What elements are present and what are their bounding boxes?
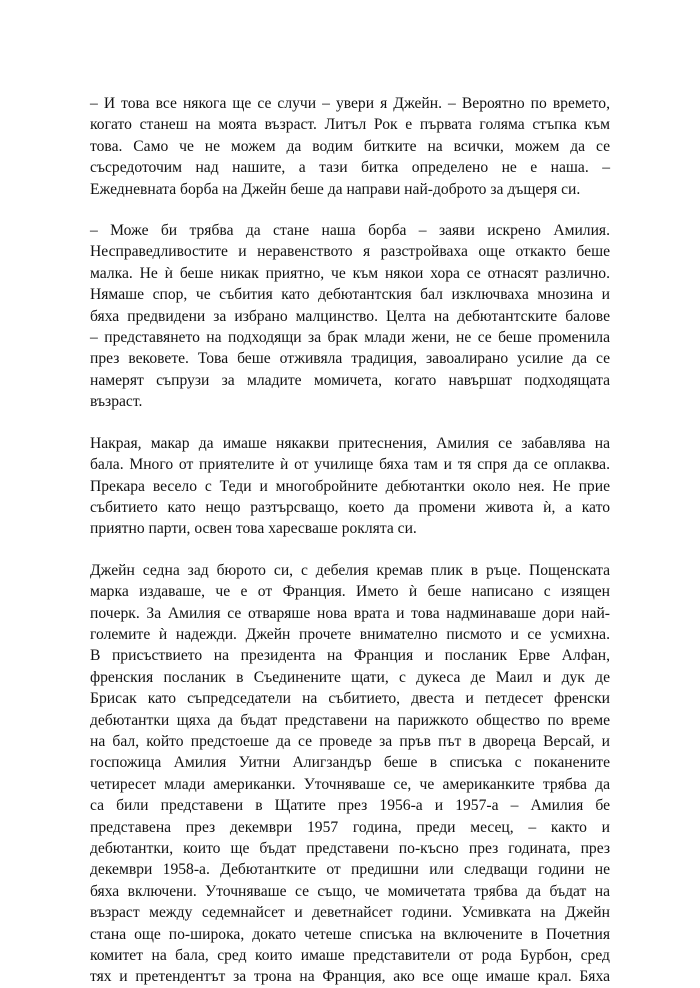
paragraph-4 [90,560,610,988]
text-line: приятно парти, освен това харесваше роклята си. [90,520,417,538]
text-line: събитието като нещо разтърсващо, което да промени живота ѝ, а като [90,498,610,516]
text-line: – представянето на подходящи за брак млади жени, не се беше променила [90,329,610,347]
text-line: почерк. За Амилия се отваряше нова врата и това надминаваше дори най- [90,604,610,622]
text-line: – И това все някога ще се случи – увери я Джейн. – Вероятно по времето, [90,95,610,112]
text-line: бяха предвидени за избрано малцинство. Целта на дебютантските балове [90,307,610,325]
text-line: комитет на бала, сред които имаше представители от рода Бурбон, сред [90,947,610,965]
text-line: дебютантки щяха да бъдат представени на парижкото общество по време [90,711,610,729]
text-line: бала. Много от приятелите ѝ от училище бяха там и тя спря да се оплаква. [90,456,610,474]
text-line: декември 1958-а. Дебютантките от предишни или следващи години не [90,861,610,879]
text-line: бяха включени. Уточняваше се също, че момичетата трябва да бъдат на [90,882,610,900]
text-line: представена през декември 1957 година, преди месец, – както и [90,818,610,836]
text-line: Накрая, макар да имаше някакви притеснения, Амилия се забавлява на [90,434,610,452]
document-page [90,93,610,988]
text-line: малка. Не ѝ беше никак приятно, че към някои хора се отнасят различно. [90,264,610,282]
text-line: на бал, който предстоеше да се проведе за пръв път в двореца Версай, и [90,732,610,750]
text-line: Ежедневната борба на Джейн беше да направи най-доброто за дъщеря си. [90,180,581,198]
text-line: четиресет млади американки. Уточняваше се, че американките трябва да [90,775,610,793]
text-line: това. Само че не можем да водим битките на всички, можем да се [90,137,610,155]
text-line: Несправедливостите и неравенството я разстройваха още откакто беше [90,243,610,261]
text-line: възраст. [90,393,143,411]
text-line: Нямаше спор, че събития като дебютантския бал изключваха мнозина и [90,286,610,304]
text-line: съсредоточим над нашите, а тази битка определено не е наша. – [90,159,610,177]
text-line: Прекара весело с Теди и многобройните дебютантки около нея. Не прие [90,477,610,495]
paragraph-1 [90,93,610,200]
text-line: – Може би трябва да стане наша борба – заяви искрено Амилия. [90,222,610,240]
text-line: дебютантки, които ще бъдат представени по-късно през годината, през [90,840,610,857]
text-line: тях и претендентът за трона на Франция, ако все още имаше крал. Бяха [90,968,610,986]
text-line: Джейн седна зад бюрото си, с дебелия кремав плик в ръце. Пощенската [90,561,610,579]
text-line: са били представени в Щатите през 1956-а и 1957-а – Амилия бе [90,797,610,815]
text-line: Брисак като съпредседатели на събитието, двеста и петдесет френски [90,690,610,708]
text-line: възраст между седемнайсет и деветнайсет години. Усмивката на Джейн [90,904,610,922]
text-line: В присъствието на президента на Франция и посланик Ерве Алфан, [90,647,610,665]
paragraph-2 [90,220,610,413]
text-line: френския посланик в Съединените щати, с дукеса де Маил и дук де [90,668,610,686]
text-line: големите ѝ надежди. Джейн прочете внимателно писмото и се усмихна. [90,625,610,643]
text-line: госпожица Амилия Уитни Алигзандър беше в списъка с поканените [90,754,610,772]
text-line: когато станеш на моята възраст. Литъл Рок е първата голяма стъпка към [90,116,610,134]
text-line: марка издаваше, че е от Франция. Името ѝ беше написано с изящен [90,583,610,601]
paragraph-3 [90,433,610,540]
text-line: намерят съпрузи за младите момичета, когато навършат подходящата [90,371,610,389]
text-line: през вековете. Това беше отживяла традиция, завоалирано усилие да се [90,350,610,368]
text-line: стана още по-широка, докато четеше списъка на включените в Почетния [90,925,610,943]
